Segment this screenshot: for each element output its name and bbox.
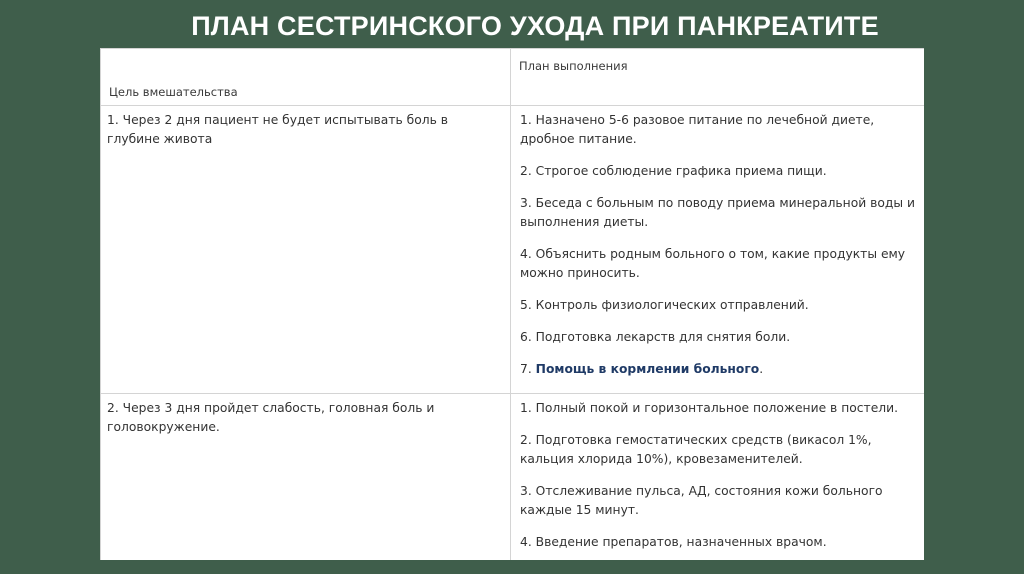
plan-step: 2. Строгое соблюдение графика приема пищи. — [520, 164, 827, 178]
table-row — [101, 394, 925, 561]
goal-cell: 2. Через 3 дня пройдет слабость, головная боль и головокружение. — [101, 394, 511, 561]
plan-step: 1. Полный покой и горизонтальное положение в постели. — [520, 401, 899, 415]
plan-cell — [511, 106, 925, 394]
plan-cell — [511, 394, 925, 561]
plan-step: 3. Беседа с больным по поводу приема минеральной воды и выполнения диеты. — [520, 196, 916, 229]
plan-step — [520, 360, 916, 379]
plan-step-number: 7. — [520, 362, 536, 376]
plan-step: 3. Отслеживание пульса, АД, состояния кожи больного каждые 15 минут. — [520, 484, 883, 517]
table-header-row — [101, 49, 925, 106]
care-plan-table — [100, 48, 924, 560]
plan-step: 2. Подготовка гемостатических средств (викасол 1%, кальция хлорида 10%), кровезаменителей. — [520, 433, 872, 466]
plan-step: 1. Назначено 5-6 разовое питание по лечебной диете, дробное питание. — [520, 113, 875, 146]
care-plan-panel — [100, 48, 924, 560]
slide-title: ПЛАН СЕСТРИНСКОГО УХОДА ПРИ ПАНКРЕАТИТЕ — [191, 11, 879, 41]
plan-step: 4. Объяснить родным больного о том, какие продукты ему можно приносить. — [520, 247, 906, 280]
header-goal: Цель вмешательства — [101, 49, 511, 106]
header-plan: План выполнения — [511, 49, 925, 106]
feeding-help-link[interactable]: Помощь в кормлении больного — [535, 362, 760, 376]
plan-step-punctuation: . — [759, 362, 764, 376]
plan-step: 6. Подготовка лекарств для снятия боли. — [520, 330, 791, 344]
plan-step: 4. Введение препаратов, назначенных врачом. — [520, 535, 827, 549]
table-row — [101, 106, 925, 394]
goal-cell: 1. Через 2 дня пациент не будет испытывать боль в глубине живота — [101, 106, 511, 394]
plan-step: 5. Контроль физиологических отправлений. — [520, 298, 809, 312]
